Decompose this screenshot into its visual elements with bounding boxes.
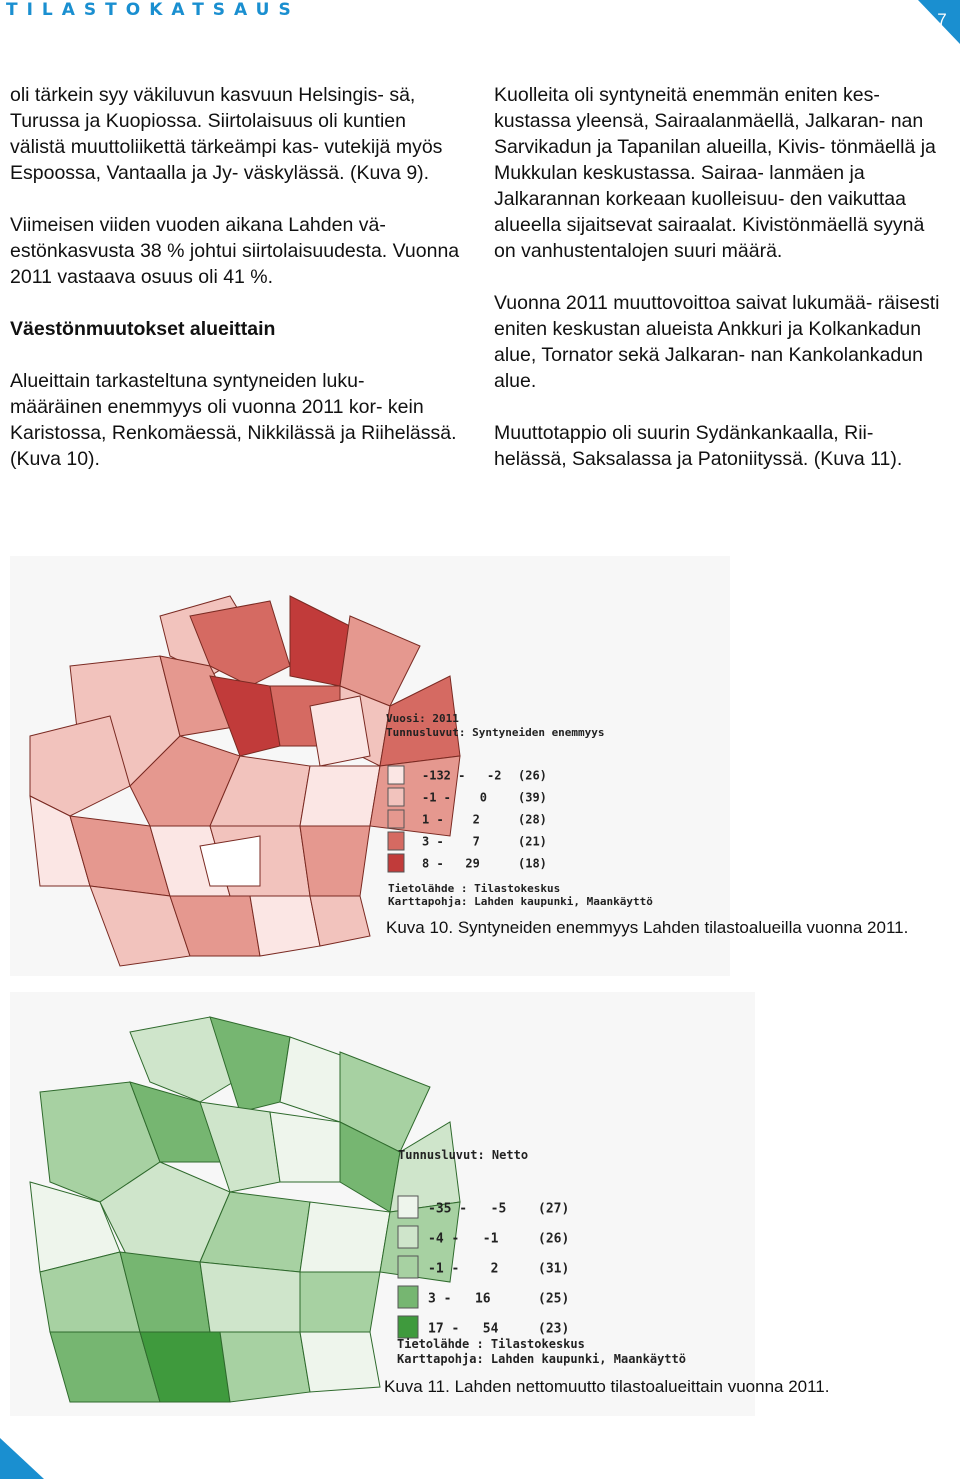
- legend-swatch: [398, 1256, 418, 1278]
- paragraph: Viimeisen viiden vuoden aikana Lahden vä- estönkasvusta 38 % johtui siirtolaisuudesta. Vuonna 2011 vastaava osuus oli 41 %.: [10, 214, 460, 288]
- legend-swatch: [398, 1226, 418, 1248]
- legend-swatch: [388, 810, 404, 828]
- legend-range: 3 - 7: [422, 834, 480, 849]
- legend-range: 8 - 29: [422, 856, 480, 871]
- legend-count: (21): [518, 834, 547, 849]
- legend-range: -35 - -5: [428, 1201, 507, 1217]
- legend-count: (25): [538, 1291, 570, 1307]
- legend-swatch: [388, 788, 404, 806]
- legend-range: 3 - 16: [428, 1291, 491, 1307]
- legend-range: 1 - 2: [422, 812, 480, 827]
- legend-range: 17 - 54: [428, 1321, 499, 1337]
- legend-range: -4 - -1: [428, 1231, 499, 1247]
- left-column: [10, 82, 460, 498]
- legend-swatch: [398, 1286, 418, 1308]
- legend-count: (28): [518, 812, 547, 827]
- paragraph: Vuonna 2011 muuttovoittoa saivat lukumää- räisesti eniten keskustan alueista Ankkuri ja Kolkankadun alue, Tornator sekä Jalkaran- nan Kankolankadun alue.: [494, 292, 940, 392]
- legend-count: (31): [538, 1261, 570, 1277]
- legend-swatch: [398, 1196, 418, 1218]
- paragraph: Kuolleita oli syntyneitä enemmän eniten kes- kustassa yleensä, Sairaalanmäellä, Jalkaran- nan Sarvikadun ja Tapanilan alueilla, Kivis- tönmäellä ja Mukkulan keskustassa. Sairaa- lanmäen ja Jalkarannan korkeaan kuolleisuu- den vaikuttaa alueella sijaitsevat sairaalat. Kivistönmäellä syynä on vanhustentalojen suuri määrä.: [494, 84, 936, 262]
- source-label: Tietolähde : Tilastokeskus: [397, 1337, 585, 1351]
- legend-count: (39): [518, 790, 547, 805]
- legend-count: (23): [538, 1321, 570, 1337]
- basemap-label: Karttapohja: Lahden kaupunki, Maankäyttö: [388, 895, 653, 908]
- source-label: Tietolähde : Tilastokeskus: [388, 882, 561, 895]
- legend-count: (27): [538, 1201, 570, 1217]
- paragraph: oli tärkein syy väkiluvun kasvuun Helsingis- sä, Turussa ja Kuopiossa. Siirtolaisuus oli kuntien välistä muuttoliikettä tärkeämpi kas- vutekijä myös Espoossa, Vantaalla ja Jy- väskylässä. (Kuva 9).: [10, 84, 443, 184]
- figure-caption: Kuva 11. Lahden nettomuutto tilastoalueittain vuonna 2011.: [384, 1377, 830, 1396]
- legend-range: -132 - -2: [422, 768, 502, 783]
- legend-range: -1 - 2: [428, 1261, 499, 1277]
- section-heading: Väestönmuutokset alueittain: [10, 318, 276, 340]
- births-map: [10, 556, 730, 976]
- legend-count: (26): [518, 768, 547, 783]
- legend-swatch: [398, 1316, 418, 1338]
- basemap-label: Karttapohja: Lahden kaupunki, Maankäyttö: [397, 1352, 686, 1366]
- right-column: [494, 82, 944, 498]
- legend-swatch: [388, 832, 404, 850]
- publication-title: TILASTOKATSAUS: [6, 0, 300, 20]
- legend-range: -1 - 0: [422, 790, 488, 805]
- paragraph: Muuttotappio oli suurin Sydänkankaalla, Rii- helässä, Saksalassa ja Patoniityssä. (Kuva 11).: [494, 422, 903, 470]
- legend-swatch: [388, 854, 404, 872]
- map-year-label: Vuosi: 2011: [386, 712, 459, 725]
- map-indicator-label: Tunnusluvut: Syntyneiden enemmyys: [386, 726, 605, 739]
- legend-swatch: [388, 766, 404, 784]
- paragraph: Alueittain tarkasteltuna syntyneiden luku- määräinen enemmyys oli vuonna 2011 kor- kein Karistossa, Renkomäessä, Nikkilässä ja Riihelässä. (Kuva 10).: [10, 370, 457, 470]
- legend-count: (18): [518, 856, 547, 871]
- corner-decoration: [0, 1438, 44, 1479]
- net-migration-map: [10, 992, 755, 1416]
- figure-caption: Kuva 10. Syntyneiden enemmyys Lahden tilastoalueilla vuonna 2011.: [386, 918, 909, 937]
- page-number: 7: [937, 10, 947, 29]
- legend-count: (26): [538, 1231, 570, 1247]
- map-indicator-label: Tunnusluvut: Netto: [398, 1148, 529, 1162]
